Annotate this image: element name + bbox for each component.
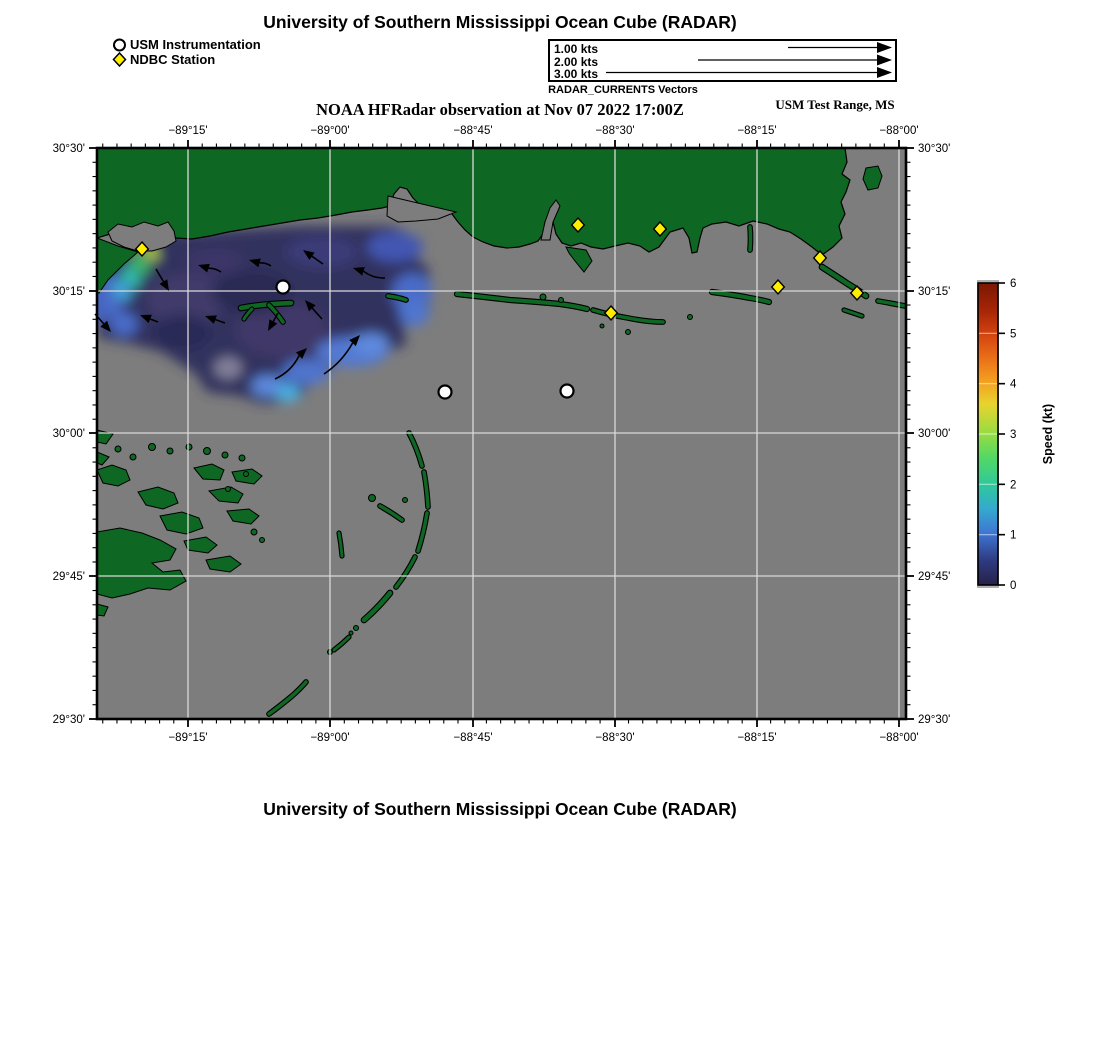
islet — [204, 448, 211, 455]
islet — [149, 444, 156, 451]
islet — [115, 446, 121, 452]
lon-tick-label-top: −88°15' — [737, 125, 777, 137]
lon-tick-label-top: −88°00' — [879, 125, 919, 137]
colorbar-tick-label: 0 — [1010, 580, 1017, 592]
colorbar-tick-label: 2 — [1010, 479, 1017, 492]
colorbar-tick-label: 4 — [1010, 378, 1017, 391]
scale-row-label: 3.00 kts — [554, 67, 599, 81]
islet — [244, 472, 249, 477]
colorbar — [977, 278, 1017, 592]
islet — [403, 498, 408, 503]
islet — [167, 448, 173, 454]
usm-instrument-marker — [561, 385, 574, 398]
colorbar-tick-label: 3 — [1010, 429, 1017, 441]
islet — [540, 294, 546, 300]
islet — [251, 529, 257, 535]
lon-tick-label-top: −88°45' — [453, 125, 493, 137]
lon-tick-label-bottom: −89°00' — [310, 732, 350, 744]
region-label: USM Test Range, MS — [775, 97, 895, 112]
colorbar-tick-label: 5 — [1010, 328, 1017, 341]
islet — [239, 455, 245, 461]
lat-tick-label-left: 29°30' — [52, 714, 85, 726]
lon-tick-label-bottom: −88°00' — [879, 732, 919, 744]
lon-tick-label-bottom: −88°30' — [595, 732, 635, 744]
lon-tick-label-bottom: −88°45' — [453, 732, 493, 744]
lat-tick-label-left: 30°00' — [52, 428, 85, 440]
observation-subtitle: NOAA HFRadar observation at Nov 07 2022 17:00Z — [316, 100, 684, 119]
islet — [260, 538, 265, 543]
scale-row-label: 1.00 kts — [554, 42, 599, 56]
islet — [130, 454, 136, 460]
legend-label: NDBC Station — [130, 52, 216, 67]
islet — [186, 444, 192, 450]
islet — [354, 626, 359, 631]
islet — [688, 315, 693, 320]
lon-tick-label-top: −89°15' — [168, 125, 208, 137]
barrier-island — [750, 227, 751, 250]
islet — [600, 324, 604, 328]
colorbar-tick-label: 6 — [1010, 278, 1017, 290]
lat-tick-label-right: 29°45' — [918, 571, 951, 583]
usm-instrument-marker — [277, 281, 290, 294]
lat-tick-label-right: 30°15' — [918, 286, 951, 298]
top-title: University of Southern Mississippi Ocean Cube (RADAR) — [263, 12, 737, 32]
colorbar-axis-label: Speed (kt) — [1041, 403, 1055, 465]
colorbar-tick-label: 1 — [1010, 529, 1017, 542]
legend-label: USM Instrumentation — [130, 37, 261, 52]
islet — [559, 298, 564, 303]
islet — [369, 495, 376, 502]
lat-tick-label-left: 29°45' — [52, 571, 85, 583]
lon-tick-label-top: −89°00' — [310, 125, 350, 137]
lat-tick-label-right: 30°00' — [918, 428, 951, 440]
bottom-title: University of Southern Mississippi Ocean Cube (RADAR) — [263, 799, 737, 819]
lat-tick-label-left: 30°30' — [52, 143, 85, 155]
vector-scale-caption: RADAR_CURRENTS Vectors — [548, 84, 698, 96]
islet — [626, 330, 631, 335]
islet — [349, 631, 353, 635]
lat-tick-label-left: 30°15' — [52, 286, 85, 298]
vector-head — [877, 55, 892, 66]
usm-instrument-marker — [439, 386, 452, 399]
lon-tick-label-bottom: −88°15' — [737, 732, 777, 744]
lat-tick-label-right: 30°30' — [918, 143, 951, 155]
islet — [226, 487, 231, 492]
vector-head — [877, 67, 892, 78]
islet — [222, 452, 228, 458]
lat-tick-label-right: 29°30' — [918, 714, 951, 726]
scale-row-label: 2.00 kts — [554, 54, 599, 69]
lon-tick-label-top: −88°30' — [595, 125, 635, 137]
lon-tick-label-bottom: −89°15' — [168, 732, 208, 744]
vector-head — [877, 42, 892, 53]
scale-arrows — [606, 42, 892, 78]
